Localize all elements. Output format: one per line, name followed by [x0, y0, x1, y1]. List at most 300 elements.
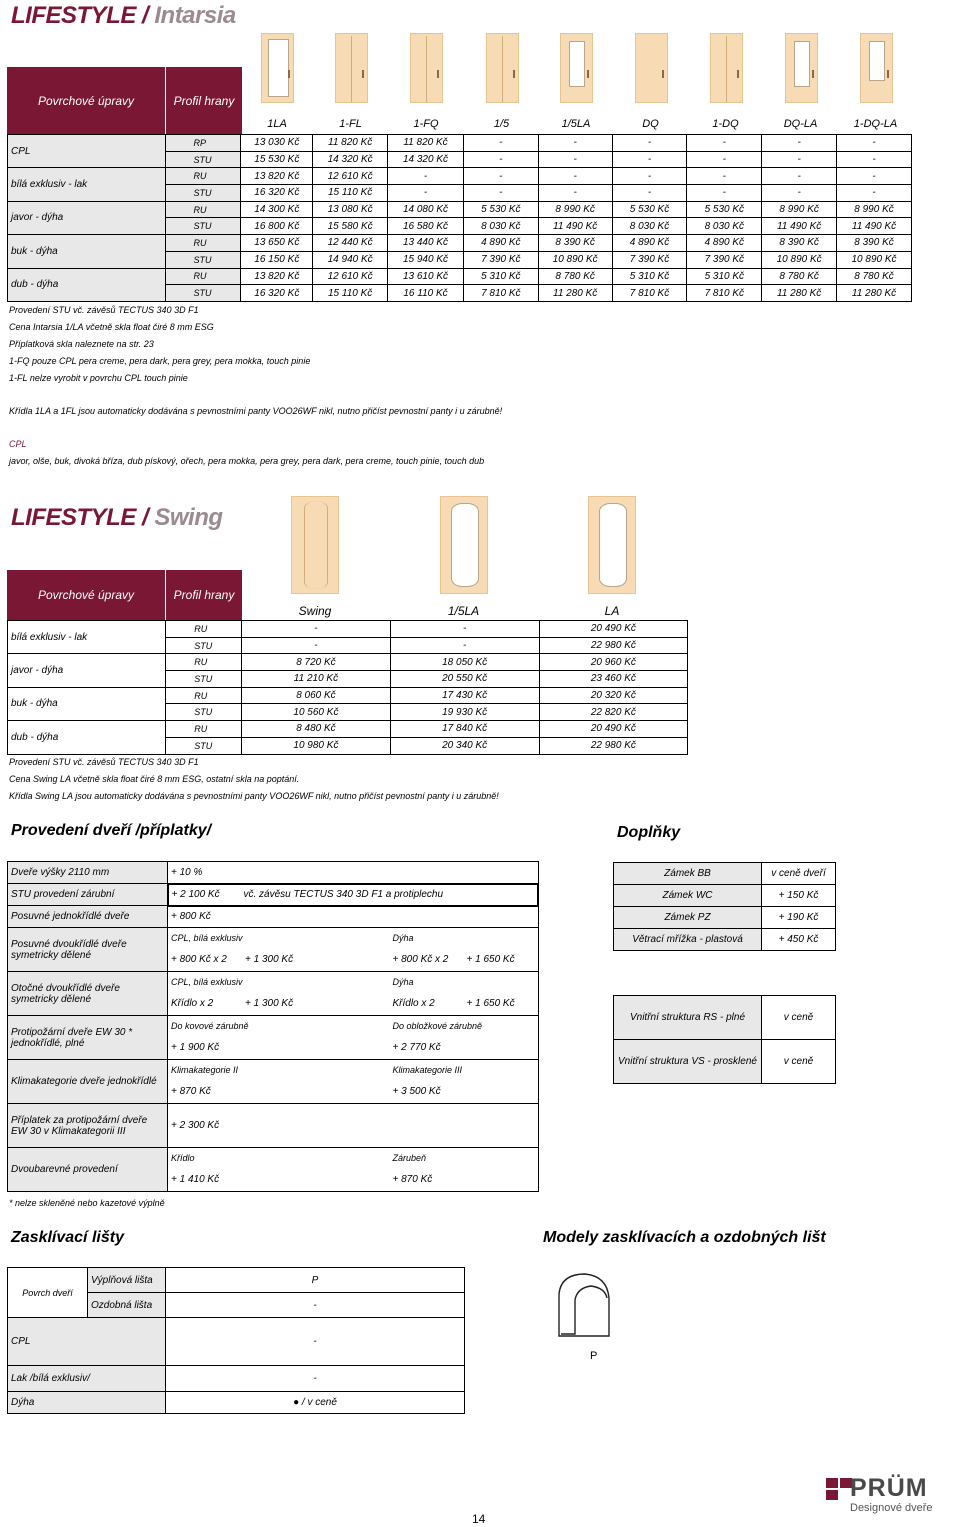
- price-cell: 13 610 Kč: [388, 268, 464, 285]
- price-cell: 16 320 Kč: [241, 185, 313, 202]
- door-thumbnail: [291, 496, 339, 594]
- price-cell: -: [687, 185, 762, 202]
- price-cell: -: [612, 135, 687, 152]
- sub-header: Dýha: [390, 928, 539, 949]
- price-cell: -: [837, 135, 912, 152]
- price-cell: 11 490 Kč: [837, 218, 912, 235]
- price-cell: 13 440 Kč: [388, 235, 464, 252]
- table-row: [614, 907, 836, 929]
- item-value: v ceně dveří: [762, 863, 836, 885]
- swing-price-table: [7, 620, 688, 755]
- table-row: [614, 863, 836, 885]
- surface-label: bílá exklusiv - lak: [8, 621, 166, 654]
- row-value: [168, 1080, 390, 1103]
- decor-strip: [351, 36, 352, 102]
- price-cell: 11 280 Kč: [762, 285, 837, 302]
- price-cell: -: [687, 168, 762, 185]
- surface-label: javor - dýha: [8, 201, 166, 234]
- table-row: [614, 996, 836, 1040]
- intarsia-header-profile-label: Profil hrany: [173, 93, 235, 108]
- value-main: + 2 100 Kč: [171, 889, 220, 900]
- value-b: + 1 300 Kč: [245, 954, 294, 966]
- price-cell: 7 390 Kč: [687, 251, 762, 268]
- price-cell: 13 650 Kč: [241, 235, 313, 252]
- value-a: + 800 Kč x 2: [171, 954, 227, 966]
- glass-panel: [794, 41, 810, 87]
- profile-code: STU: [165, 185, 241, 202]
- price-cell: 16 580 Kč: [388, 218, 464, 235]
- door-handle: [587, 70, 589, 78]
- table-row: [8, 168, 912, 185]
- price-cell: -: [612, 168, 687, 185]
- item-value: v ceně: [762, 1040, 836, 1084]
- table-row: [8, 972, 539, 993]
- column-label: Ozdobná lišta: [88, 1293, 166, 1318]
- table-row: [8, 928, 539, 949]
- row-value: [390, 992, 539, 1015]
- table-row: [8, 1148, 539, 1169]
- value-c: Křídlo x 2: [392, 998, 435, 1010]
- price-cell: 19 930 Kč: [390, 704, 539, 721]
- price-cell: 7 810 Kč: [463, 285, 538, 302]
- table-row: [8, 235, 912, 252]
- row-label: Příplatek za protipožární dveře EW 30 v Klimakategorii III: [8, 1104, 168, 1148]
- item-label: Větrací mřížka - plastová: [614, 929, 762, 951]
- price-cell: 11 280 Kč: [538, 285, 612, 302]
- surface-label: dub - dýha: [8, 268, 166, 301]
- intarsia-price-table: [7, 134, 912, 302]
- sub-header: Zárubeň: [390, 1148, 539, 1169]
- price-cell: 20 340 Kč: [390, 737, 539, 754]
- door-handle: [737, 70, 739, 78]
- row-value: [168, 948, 390, 971]
- door-thumbnail: [635, 33, 668, 103]
- price-cell: 11 490 Kč: [762, 218, 837, 235]
- price-cell: 14 080 Kč: [388, 201, 464, 218]
- swing-title: [11, 504, 223, 532]
- price-cell: 23 460 Kč: [539, 671, 687, 688]
- price-cell: 8 030 Kč: [612, 218, 687, 235]
- surface-label: buk - dýha: [8, 687, 166, 720]
- row-value: [168, 884, 539, 906]
- row-label: Posuvné dvoukřídlé dveře symetricky dělené: [8, 928, 168, 972]
- table-row: [614, 1040, 836, 1084]
- table-row: [8, 862, 539, 884]
- door-handle: [513, 70, 515, 78]
- table-row: [8, 1318, 465, 1366]
- swing-header-surface-label: Povrchové úpravy: [37, 588, 135, 602]
- value-a: + 1 900 Kč: [171, 1042, 220, 1054]
- intarsia-header-surface: [7, 67, 165, 134]
- price-cell: 13 820 Kč: [241, 168, 313, 185]
- price-cell: -: [463, 135, 538, 152]
- swing-note: Provedení STU vč. závěsů TECTUS 340 3D F1: [9, 757, 199, 767]
- price-cell: -: [762, 168, 837, 185]
- row-value: [390, 1168, 539, 1191]
- price-cell: 4 890 Kč: [612, 235, 687, 252]
- hinge-note: Křídla 1LA a 1FL jsou automaticky dodávána s pevnostními panty VOO26WF nikl, nutno přičíst pevnostní panty i u zárubně!: [9, 406, 503, 416]
- value-d: + 1 650 Kč: [466, 998, 515, 1010]
- price-cell: 8 390 Kč: [762, 235, 837, 252]
- price-cell: -: [390, 637, 539, 654]
- row-label: Klimakategorie dveře jednokřídlé: [8, 1060, 168, 1104]
- item-label: Vnitřní struktura RS - plné: [614, 996, 762, 1040]
- price-cell: 14 940 Kč: [313, 251, 388, 268]
- price-cell: -: [837, 168, 912, 185]
- price-cell: 8 720 Kč: [242, 654, 390, 671]
- glass-panel: [268, 39, 289, 97]
- intarsia-title: [11, 2, 236, 30]
- price-cell: -: [612, 185, 687, 202]
- surface-label: Povrch dveří: [8, 1268, 88, 1318]
- profile-code: STU: [166, 671, 242, 688]
- row-value: [390, 1036, 539, 1059]
- intarsia-note: 1-FL nelze vyrobit v povrchu CPL touch pinie: [9, 373, 188, 383]
- price-cell: 15 530 Kč: [241, 151, 313, 168]
- price-cell: 12 610 Kč: [313, 268, 388, 285]
- price-cell: 20 320 Kč: [539, 687, 687, 704]
- door-thumbnail: [785, 33, 818, 103]
- item-label: Zámek PZ: [614, 907, 762, 929]
- intarsia-note: Cena Intarsia 1/LA včetně skla float čiré 8 mm ESG: [9, 322, 214, 332]
- item-value: + 190 Kč: [762, 907, 836, 929]
- sub-header: Klimakategorie III: [390, 1060, 539, 1081]
- price-cell: 12 440 Kč: [313, 235, 388, 252]
- brand-tagline: Designové dveře: [850, 1502, 933, 1514]
- price-cell: 8 060 Kč: [242, 687, 390, 704]
- row-value: -: [166, 1318, 465, 1366]
- door-thumbnail: [261, 33, 294, 103]
- table-row: [8, 884, 539, 906]
- profile-code: STU: [166, 704, 242, 721]
- intarsia-header-profile: [166, 67, 242, 134]
- profile-code: RU: [165, 201, 241, 218]
- value-a: + 1 410 Kč: [171, 1174, 220, 1186]
- profile-code: RU: [166, 654, 242, 671]
- column-header: Swing: [298, 604, 332, 618]
- price-cell: -: [463, 168, 538, 185]
- price-cell: 8 990 Kč: [538, 201, 612, 218]
- row-label: Dýha: [8, 1392, 166, 1414]
- price-cell: 20 550 Kč: [390, 671, 539, 688]
- value-a: Křídlo x 2: [171, 998, 214, 1010]
- profile-p-drawing: [555, 1270, 615, 1350]
- swing-header-profile: [166, 570, 242, 620]
- sub-header: CPL, bílá exklusiv: [168, 972, 390, 993]
- column-header: 1/5: [493, 118, 510, 130]
- price-cell: 5 310 Kč: [463, 268, 538, 285]
- surface-label: CPL: [8, 135, 166, 168]
- door-thumbnail: [560, 33, 593, 103]
- column-label: Výplňová lišta: [88, 1268, 166, 1293]
- row-value: [390, 948, 539, 971]
- page-number: 14: [472, 1512, 486, 1526]
- door-thumbnail: [710, 33, 743, 103]
- price-cell: 15 110 Kč: [313, 185, 388, 202]
- price-cell: -: [242, 637, 390, 654]
- value-c: + 800 Kč x 2: [392, 954, 449, 966]
- decor-strip: [726, 36, 727, 102]
- row-value: -: [166, 1366, 465, 1392]
- doplnky-table: [613, 862, 836, 951]
- column-value: P: [166, 1268, 465, 1293]
- profile-code: RU: [165, 268, 241, 285]
- column-value: -: [166, 1293, 465, 1318]
- price-cell: 4 890 Kč: [463, 235, 538, 252]
- price-cell: -: [762, 151, 837, 168]
- price-cell: -: [538, 135, 612, 152]
- swing-note: Cena Swing LA včetně skla float čiré 8 mm ESG, ostatní skla na poptání.: [9, 774, 300, 784]
- surface-label: javor - dýha: [8, 654, 166, 687]
- profile-code: STU: [166, 737, 242, 754]
- row-value: [168, 1168, 390, 1191]
- column-header: 1-DQ: [712, 118, 739, 130]
- modely-title: Modely zasklívacích a ozdobných lišt: [543, 1229, 826, 1246]
- row-label: Dveře výšky 2110 mm: [8, 862, 168, 884]
- door-thumbnail: [440, 496, 488, 594]
- column-header: 1/5LA: [447, 604, 480, 618]
- price-cell: 15 110 Kč: [313, 285, 388, 302]
- intarsia-title-model: Intarsia: [154, 2, 236, 29]
- table-row: [8, 906, 539, 928]
- price-cell: 13 030 Kč: [241, 135, 313, 152]
- table-row: [8, 1104, 539, 1148]
- price-cell: 15 940 Kč: [388, 251, 464, 268]
- price-cell: 7 810 Kč: [687, 285, 762, 302]
- swing-title-brand: LIFESTYLE /: [11, 504, 149, 531]
- row-label: Lak /bílá exklusiv/: [8, 1366, 166, 1392]
- profile-code: STU: [165, 251, 241, 268]
- price-cell: 11 490 Kč: [538, 218, 612, 235]
- price-cell: 7 390 Kč: [463, 251, 538, 268]
- price-cell: 13 820 Kč: [241, 268, 313, 285]
- intarsia-note: 1-FQ pouze CPL pera creme, pera dark, pera grey, pera mokka, touch pinie: [9, 356, 311, 366]
- price-cell: 10 890 Kč: [538, 251, 612, 268]
- door-thumbnail: [410, 33, 443, 103]
- swing-note: Křídla Swing LA jsou automaticky dodávána s pevnostními panty VOO26WF nikl, nutno přičíst pevnostní panty i u zárubně!: [9, 791, 499, 801]
- profile-code: RU: [165, 168, 241, 185]
- price-cell: -: [762, 185, 837, 202]
- provedeni-table: [7, 861, 539, 1192]
- glass-panel: [451, 503, 479, 587]
- item-label: Vnitřní struktura VS - prosklené: [614, 1040, 762, 1084]
- table-row: [8, 1392, 465, 1414]
- listy-title: Zasklívací lišty: [11, 1229, 124, 1246]
- price-cell: 8 030 Kč: [463, 218, 538, 235]
- row-label: STU provedení zárubní: [8, 884, 168, 906]
- glass-panel: [569, 41, 585, 87]
- table-row: [8, 268, 912, 285]
- price-cell: 8 990 Kč: [762, 201, 837, 218]
- column-header: LA: [604, 604, 620, 618]
- price-cell: -: [242, 621, 390, 638]
- price-cell: 11 820 Kč: [313, 135, 388, 152]
- profile-code: STU: [166, 637, 242, 654]
- price-cell: -: [837, 185, 912, 202]
- value-a: + 870 Kč: [171, 1086, 211, 1098]
- table-row: [8, 1016, 539, 1037]
- profile-code: RU: [165, 235, 241, 252]
- brand-name: PRÜM: [850, 1474, 928, 1502]
- price-cell: 11 280 Kč: [837, 285, 912, 302]
- swing-header-profile-label: Profil hrany: [173, 588, 235, 602]
- price-cell: 5 310 Kč: [687, 268, 762, 285]
- price-cell: -: [837, 151, 912, 168]
- price-cell: 20 490 Kč: [539, 721, 687, 738]
- intarsia-title-brand: LIFESTYLE /: [11, 2, 149, 29]
- item-label: Zámek BB: [614, 863, 762, 885]
- table-row: [8, 1366, 465, 1392]
- price-cell: -: [463, 151, 538, 168]
- row-label: CPL: [8, 1318, 166, 1366]
- price-cell: 8 480 Kč: [242, 721, 390, 738]
- row-value: + 800 Kč: [168, 906, 539, 928]
- column-header: DQ: [642, 118, 659, 130]
- price-cell: 5 310 Kč: [612, 268, 687, 285]
- price-cell: 16 150 Kč: [241, 251, 313, 268]
- profile-code: STU: [165, 218, 241, 235]
- door-handle: [362, 70, 364, 78]
- decor-strip: [426, 36, 427, 102]
- price-cell: -: [388, 185, 464, 202]
- swing-title-model: Swing: [154, 504, 223, 531]
- price-cell: 5 530 Kč: [463, 201, 538, 218]
- price-cell: 13 080 Kč: [313, 201, 388, 218]
- price-cell: 22 980 Kč: [539, 637, 687, 654]
- glass-panel: [599, 503, 627, 587]
- price-cell: 20 490 Kč: [539, 621, 687, 638]
- price-cell: 14 320 Kč: [313, 151, 388, 168]
- provedeni-title: Provedení dveří /příplatky/: [11, 822, 212, 839]
- price-cell: -: [538, 151, 612, 168]
- price-cell: -: [538, 185, 612, 202]
- profile-code: STU: [165, 285, 241, 302]
- row-value: ● / v ceně: [166, 1392, 465, 1414]
- table-row: [8, 201, 912, 218]
- cpl-list: javor, olše, buk, divoká bříza, dub pískový, ořech, pera mokka, pera grey, pera dark, pera creme, touch pinie, touch dub: [9, 456, 485, 466]
- door-thumbnail: [588, 496, 636, 594]
- surface-label: bílá exklusiv - lak: [8, 168, 166, 201]
- row-label: Dvoubarevné provedení: [8, 1148, 168, 1192]
- table-row: [8, 721, 688, 738]
- intarsia-note: Provedení STU vč. závěsů TECTUS 340 3D F1: [9, 305, 199, 315]
- price-cell: 7 810 Kč: [612, 285, 687, 302]
- table-row: [8, 1060, 539, 1081]
- intarsia-note: Příplatková skla naleznete na str. 23: [9, 339, 154, 349]
- value-b: + 1 300 Kč: [245, 998, 294, 1010]
- row-value: [390, 1080, 539, 1103]
- value-d: + 1 650 Kč: [466, 954, 515, 966]
- column-header: 1-DQ-LA: [853, 118, 898, 130]
- sub-header: Do kovové zárubně: [168, 1016, 390, 1037]
- price-cell: 16 800 Kč: [241, 218, 313, 235]
- price-cell: 15 580 Kč: [313, 218, 388, 235]
- row-label: Posuvné jednokřídlé dveře: [8, 906, 168, 928]
- price-cell: 17 840 Kč: [390, 721, 539, 738]
- provedeni-footnote: * nelze skleněné nebo kazetové výplně: [9, 1198, 165, 1208]
- door-handle: [887, 70, 889, 78]
- column-header: 1/5LA: [561, 118, 591, 130]
- price-cell: 22 820 Kč: [539, 704, 687, 721]
- price-cell: 18 050 Kč: [390, 654, 539, 671]
- table-row: [8, 687, 688, 704]
- row-value: + 2 300 Kč: [168, 1104, 539, 1148]
- sub-header: Do obložkové zárubně: [390, 1016, 539, 1037]
- price-cell: 8 780 Kč: [538, 268, 612, 285]
- profile-code: RU: [166, 621, 242, 638]
- price-cell: -: [687, 151, 762, 168]
- row-value: [168, 1036, 390, 1059]
- price-cell: -: [388, 168, 464, 185]
- surface-label: dub - dýha: [8, 721, 166, 754]
- profile-code: RU: [166, 687, 242, 704]
- row-label: Protipožární dveře EW 30 * jednokřídlé, plné: [8, 1016, 168, 1060]
- column-header: DQ-LA: [783, 118, 818, 130]
- table-row: [8, 135, 912, 152]
- row-value: + 10 %: [168, 862, 539, 884]
- door-thumbnail: [486, 33, 519, 103]
- door-handle: [437, 70, 439, 78]
- value-note: vč. závěsu TECTUS 340 3D F1 a protiplechu: [243, 889, 444, 900]
- price-cell: 8 030 Kč: [687, 218, 762, 235]
- price-cell: 16 320 Kč: [241, 285, 313, 302]
- profile-code: RP: [165, 135, 241, 152]
- price-cell: 5 530 Kč: [612, 201, 687, 218]
- price-cell: 8 990 Kč: [837, 201, 912, 218]
- profile-code: RU: [166, 721, 242, 738]
- price-cell: 20 960 Kč: [539, 654, 687, 671]
- value-c: + 2 770 Kč: [392, 1042, 441, 1054]
- row-label: Otočné dvoukřídlé dveře symetricky dělené: [8, 972, 168, 1016]
- price-cell: -: [538, 168, 612, 185]
- price-cell: 8 780 Kč: [762, 268, 837, 285]
- table-row: [614, 885, 836, 907]
- door-thumbnail: [335, 33, 368, 103]
- price-cell: -: [390, 621, 539, 638]
- cpl-label: CPL: [9, 439, 27, 449]
- price-cell: 8 390 Kč: [538, 235, 612, 252]
- door-handle: [662, 70, 664, 78]
- table-row: [8, 1268, 465, 1293]
- door-handle: [812, 70, 814, 78]
- value-c: + 3 500 Kč: [392, 1086, 441, 1098]
- surface-label: buk - dýha: [8, 235, 166, 268]
- price-cell: 12 610 Kč: [313, 168, 388, 185]
- price-cell: -: [687, 135, 762, 152]
- price-cell: 4 890 Kč: [687, 235, 762, 252]
- table-row: [614, 929, 836, 951]
- decor-strip: [304, 501, 328, 589]
- price-cell: 14 300 Kč: [241, 201, 313, 218]
- item-label: Zámek WC: [614, 885, 762, 907]
- sub-header: Klimakategorie II: [168, 1060, 390, 1081]
- price-cell: 22 980 Kč: [539, 737, 687, 754]
- decor-strip: [502, 36, 503, 102]
- table-row: [8, 621, 688, 638]
- price-cell: 17 430 Kč: [390, 687, 539, 704]
- price-cell: -: [612, 151, 687, 168]
- sub-header: Dýha: [390, 972, 539, 993]
- price-cell: -: [762, 135, 837, 152]
- price-cell: 14 320 Kč: [388, 151, 464, 168]
- price-cell: 10 890 Kč: [762, 251, 837, 268]
- doplnky-title: Doplňky: [617, 824, 681, 841]
- item-value: + 450 Kč: [762, 929, 836, 951]
- price-cell: 16 110 Kč: [388, 285, 464, 302]
- row-value: [168, 992, 390, 1015]
- price-cell: 11 210 Kč: [242, 671, 390, 688]
- price-cell: 10 890 Kč: [837, 251, 912, 268]
